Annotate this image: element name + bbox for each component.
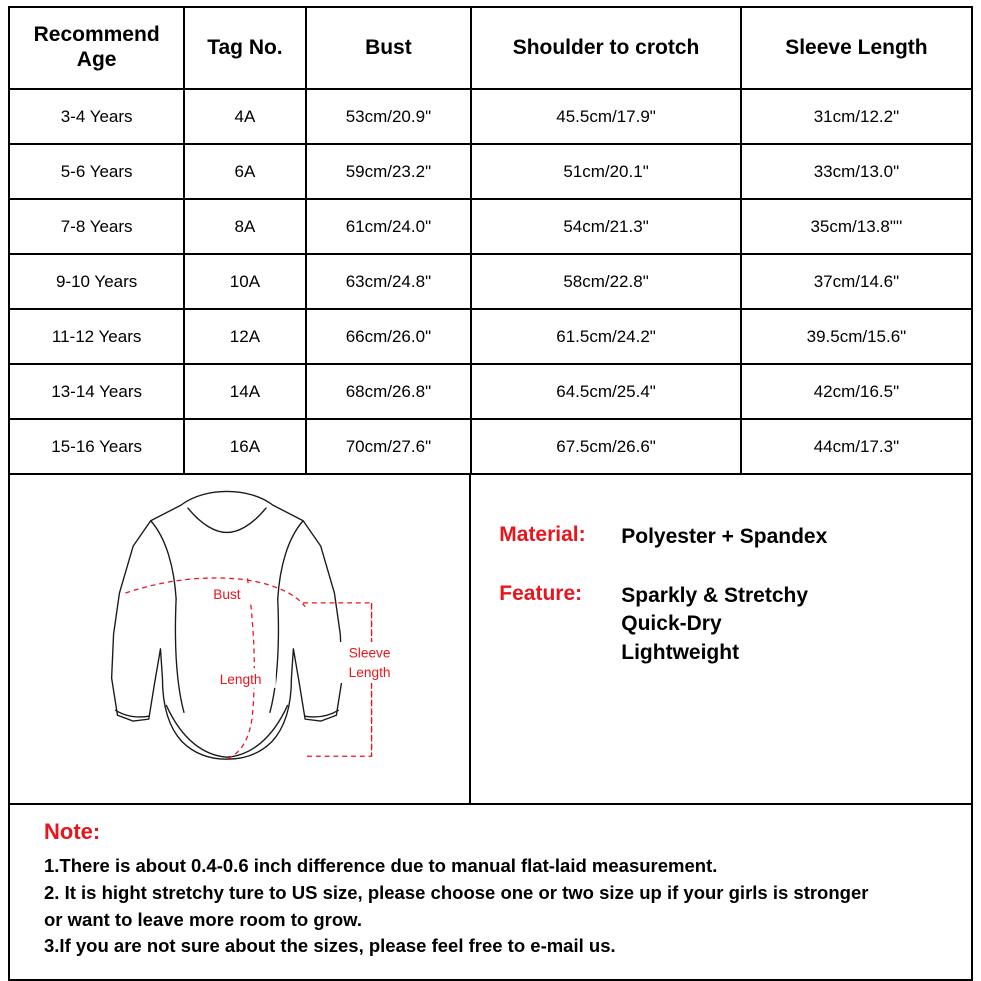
cell-sleeve-length: 31cm/12.2" [741,89,972,144]
table-row [9,89,972,144]
cell-bust: 68cm/26.8" [306,364,472,419]
table-header-row [9,7,972,89]
note-panel [8,805,973,981]
size-table-body [9,89,972,474]
table-row [9,309,972,364]
cell-sleeve-length: 42cm/16.5" [741,364,972,419]
cell-shoulder-to-crotch: 54cm/21.3" [471,199,741,254]
cell-tag: 12A [184,309,305,364]
feature-line-3: Lightweight [621,640,740,664]
leotard-svg [10,475,469,803]
note-line-4: 3.If you are not sure about the sizes, please feel free to e-mail us. [44,935,616,957]
cell-age: 9-10 Years [9,254,184,309]
size-table-head [9,7,972,89]
table-row [9,254,972,309]
column-header-recommend-age: Recommend Age [9,7,184,89]
cell-sleeve-length: 39.5cm/15.6" [741,309,972,364]
feature-line-2: Quick-Dry [621,612,722,636]
measurement-diagram-panel [10,475,471,803]
cell-bust: 63cm/24.8" [306,254,472,309]
cell-shoulder-to-crotch: 61.5cm/24.2" [471,309,741,364]
cell-shoulder-to-crotch: 58cm/22.8" [471,254,741,309]
column-header-bust: Bust [306,7,472,89]
diagram-and-specs-panel [8,475,973,805]
cell-tag: 16A [184,419,305,474]
cell-age: 15-16 Years [9,419,184,474]
feature-row [499,582,971,668]
sleeve-length-label-line2: Length [348,665,391,681]
cell-age: 3-4 Years [9,89,184,144]
table-row [9,364,972,419]
cell-sleeve-length: 44cm/17.3" [741,419,972,474]
cell-tag: 4A [184,89,305,144]
cell-sleeve-length: 37cm/14.6" [741,254,972,309]
cell-tag: 10A [184,254,305,309]
cell-bust: 59cm/23.2" [306,144,472,199]
cell-age: 5-6 Years [9,144,184,199]
material-row [499,523,971,552]
feature-label: Feature: [499,581,583,605]
cell-shoulder-to-crotch: 45.5cm/17.9" [471,89,741,144]
table-row [9,199,972,254]
note-title: Note: [44,819,101,844]
column-header-sleeve-length: Sleeve Length [741,7,972,89]
note-line-2: 2. It is hight stretchy ture to US size, please choose one or two size up if your girls is stronger [44,881,869,903]
column-header-shoulder-to-crotch: Shoulder to crotch [471,7,741,89]
column-header-tag-no: Tag No. [184,7,305,89]
cell-tag: 6A [184,144,305,199]
cell-age: 11-12 Years [9,309,184,364]
cell-age: 7-8 Years [9,199,184,254]
cell-age: 13-14 Years [9,364,184,419]
table-row [9,144,972,199]
cell-shoulder-to-crotch: 51cm/20.1" [471,144,741,199]
cell-sleeve-length: 33cm/13.0" [741,144,972,199]
note-line-1: 1.There is about 0.4-0.6 inch difference due to manual flat-laid measurement. [44,855,718,876]
leotard-illustration [10,475,469,803]
material-label: Material: [499,523,586,546]
cell-bust: 53cm/20.9" [306,89,472,144]
sleeve-length-label-line1: Sleeve [348,645,391,661]
bust-label: Bust [213,586,241,602]
note-line-3: or want to leave more room to grow. [44,908,362,930]
cell-shoulder-to-crotch: 67.5cm/26.6" [471,419,741,474]
cell-bust: 61cm/24.0" [306,199,472,254]
cell-sleeve-length: 35cm/13.8"'' [741,199,972,254]
length-label: Length [219,671,262,687]
cell-tag: 14A [184,364,305,419]
cell-shoulder-to-crotch: 64.5cm/25.4" [471,364,741,419]
cell-bust: 66cm/26.0" [306,309,472,364]
material-value: Polyester + Spandex [621,525,828,548]
feature-line-1: Sparkly & Stretchy [621,583,809,607]
size-table [8,6,973,475]
cell-bust: 70cm/27.6" [306,419,472,474]
product-specs [471,475,971,803]
feature-values [621,582,808,668]
table-row [9,419,972,474]
cell-tag: 8A [184,199,305,254]
